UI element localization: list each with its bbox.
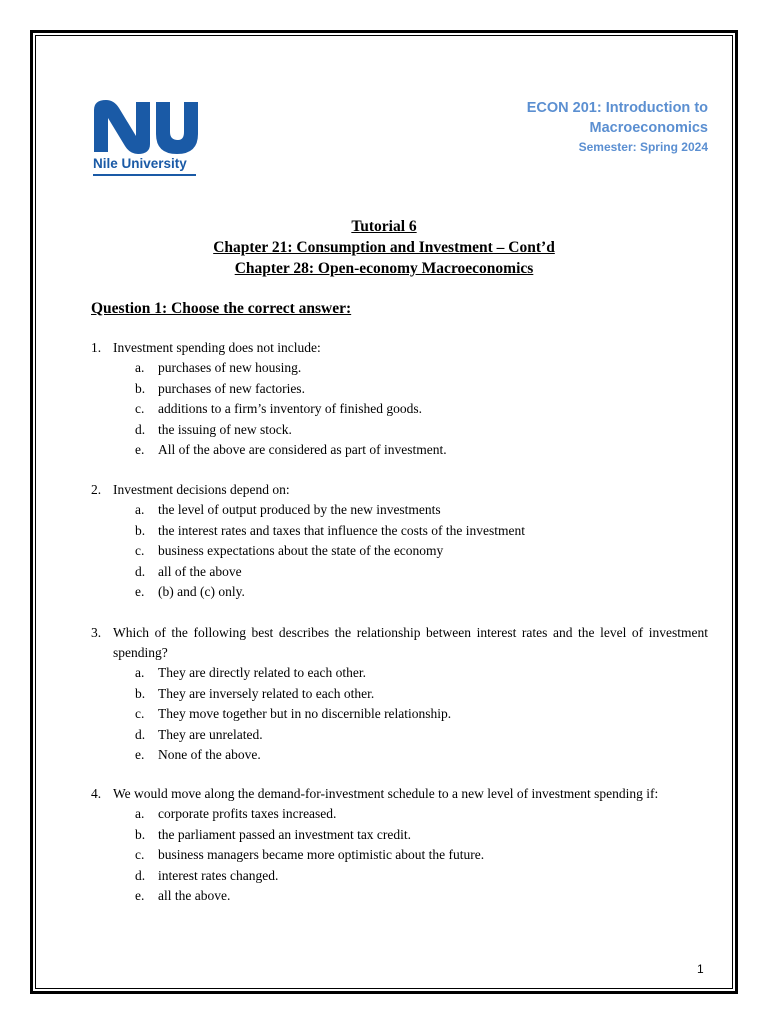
option-letter: d. [135, 421, 146, 437]
option-text: purchases of new factories. [158, 380, 305, 396]
document-titles [0, 216, 768, 279]
question-text: We would move along the demand-for-investment schedule to a new level of investment spending if: [113, 786, 659, 801]
course-title-line1: ECON 201: Introduction to [526, 100, 708, 116]
answer-options [91, 500, 708, 603]
option-text: business expectations about the state of the economy [158, 543, 444, 558]
option-text: (b) and (c) only. [158, 584, 245, 599]
option-letter: b. [135, 380, 146, 396]
chapter-28-title: Chapter 28: Open-economy Macroeconomics [234, 260, 534, 277]
question-heading: Question 1: Choose the correct answer: [91, 300, 352, 317]
answer-option [135, 684, 708, 705]
answer-option [135, 562, 708, 583]
answer-option [135, 379, 708, 400]
option-text: the interest rates and taxes that influence the costs of the investment [158, 522, 526, 538]
option-text: the level of output produced by the new investments [158, 502, 441, 517]
question-stem [91, 623, 708, 663]
option-text: They are inversely related to each other. [158, 685, 375, 701]
option-letter: c. [135, 706, 145, 721]
answer-option [135, 582, 708, 603]
answer-option [135, 521, 708, 542]
option-letter: e. [135, 888, 145, 903]
answer-option [135, 866, 708, 887]
answer-option [135, 399, 708, 420]
question-number: 2. [91, 482, 102, 497]
option-letter: e. [135, 442, 145, 457]
logo-underline [93, 174, 196, 176]
answer-option [135, 886, 708, 907]
question-stem [91, 480, 708, 500]
option-letter: d. [135, 867, 146, 883]
question-text: Which of the following best describes the relationship between interest rates and the level of investment spending? [113, 625, 708, 660]
option-text: the issuing of new stock. [158, 421, 292, 437]
option-letter: e. [135, 584, 145, 599]
question-item [91, 623, 708, 766]
option-text: They are directly related to each other. [158, 665, 367, 680]
answer-option [135, 825, 708, 846]
answer-options [91, 663, 708, 766]
question-number: 3. [91, 625, 102, 640]
option-letter: c. [135, 543, 145, 558]
answer-option [135, 440, 708, 461]
question-stem [91, 338, 708, 358]
option-text: interest rates changed. [158, 867, 279, 883]
option-letter: e. [135, 747, 145, 762]
question-text: Investment spending does not include: [113, 340, 321, 355]
option-letter: a. [135, 502, 145, 517]
chapter-21-title: Chapter 21: Consumption and Investment – Cont’d [213, 239, 555, 256]
option-text: purchases of new housing. [158, 360, 302, 375]
option-letter: b. [135, 826, 146, 842]
answer-option [135, 704, 708, 725]
answer-option [135, 420, 708, 441]
question-item [91, 338, 708, 461]
semester-label: Semester: Spring 2024 [578, 140, 708, 154]
course-title-line2: Macroeconomics [589, 120, 708, 136]
option-letter: c. [135, 847, 145, 862]
answer-option [135, 663, 708, 684]
question-number: 4. [91, 786, 102, 801]
logo-wordmark: Nile University [93, 156, 187, 171]
question-item [91, 480, 708, 603]
option-text: None of the above. [158, 747, 261, 762]
option-letter: b. [135, 685, 146, 701]
question-text: Investment decisions depend on: [113, 482, 290, 497]
answer-option [135, 358, 708, 379]
question-stem [91, 784, 708, 804]
page-number: 1 [697, 962, 704, 976]
option-text: all of the above [158, 563, 242, 579]
tutorial-title: Tutorial 6 [351, 218, 417, 235]
option-text: They move together but in no discernible relationship. [158, 706, 452, 721]
answer-option [135, 500, 708, 521]
answer-option [135, 541, 708, 562]
answer-options [91, 804, 708, 907]
option-letter: d. [135, 563, 146, 579]
question-number: 1. [91, 340, 102, 355]
option-letter: a. [135, 806, 145, 821]
option-letter: b. [135, 522, 146, 538]
option-text: All of the above are considered as part of investment. [158, 442, 447, 457]
option-letter: c. [135, 401, 145, 416]
answer-option [135, 845, 708, 866]
option-text: business managers became more optimistic about the future. [158, 847, 485, 862]
answer-option [135, 745, 708, 766]
question-item [91, 784, 708, 907]
answer-option [135, 725, 708, 746]
option-text: They are unrelated. [158, 726, 263, 742]
option-letter: d. [135, 726, 146, 742]
answer-options [91, 358, 708, 461]
course-header [527, 98, 708, 156]
option-text: additions to a firm’s inventory of finished goods. [158, 401, 422, 416]
answer-option [135, 804, 708, 825]
option-letter: a. [135, 360, 145, 375]
option-text: the parliament passed an investment tax credit. [158, 826, 412, 842]
option-text: all the above. [158, 888, 231, 903]
option-letter: a. [135, 665, 145, 680]
option-text: corporate profits taxes increased. [158, 806, 337, 821]
